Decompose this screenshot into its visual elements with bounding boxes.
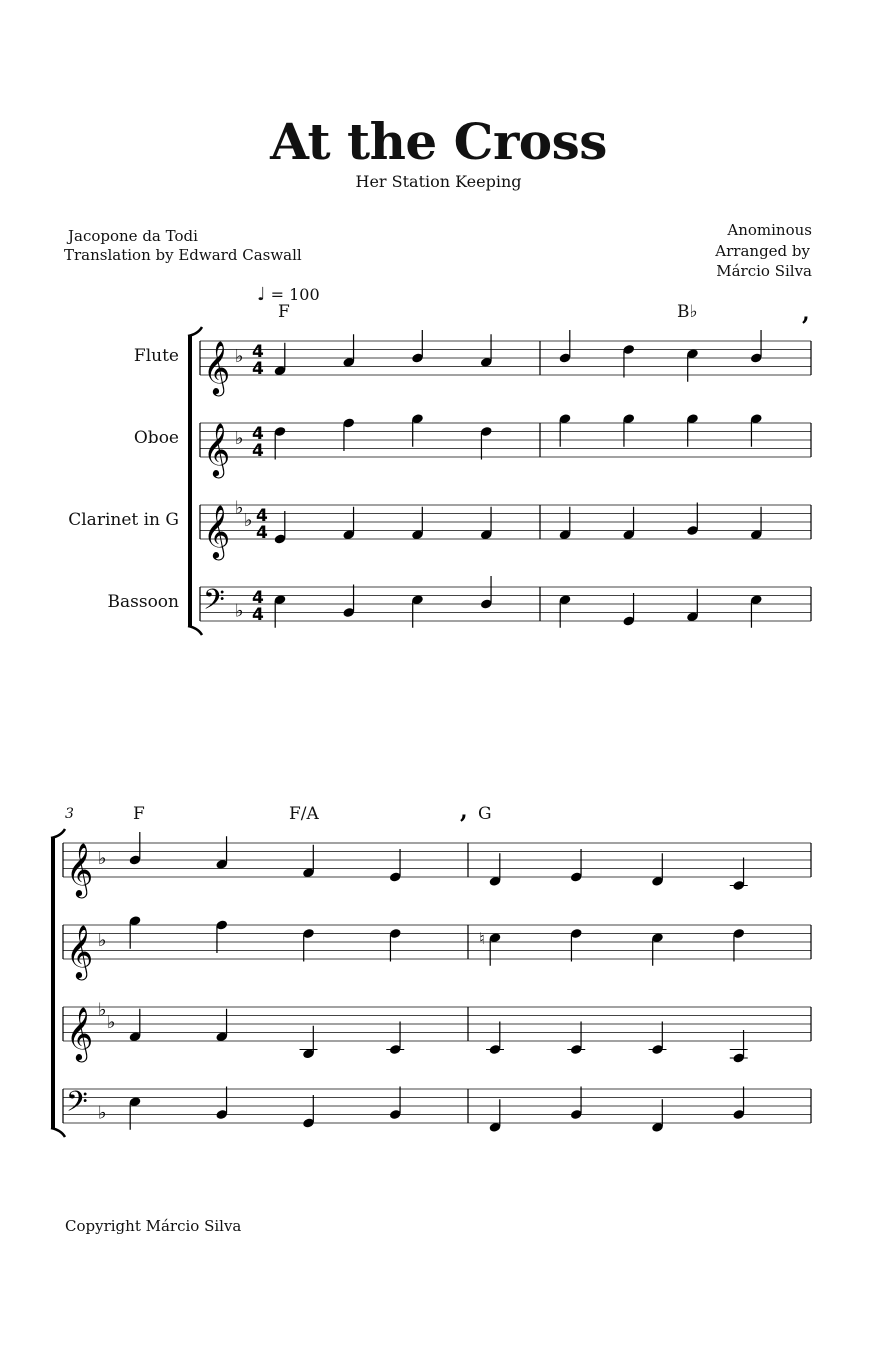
bracket-top-hook	[51, 829, 65, 838]
treble-clef-icon: 𝄞	[66, 842, 94, 896]
score-notation	[51, 300, 811, 1137]
time-signature-top: 4	[252, 342, 264, 362]
chord-symbol: F	[278, 302, 290, 322]
key-flat-icon: ♭	[98, 848, 107, 869]
key-flat-icon: ♭	[98, 930, 107, 951]
key-flat-icon: ♭	[98, 999, 107, 1021]
poet-name: Jacopone da Todi	[68, 227, 198, 245]
bracket-bottom-hook	[51, 1128, 65, 1137]
treble-clef-icon: 𝄞	[203, 504, 231, 558]
bracket-top-hook	[188, 327, 202, 336]
treble-clef-icon: 𝄞	[66, 1006, 94, 1060]
time-signature-top: 4	[252, 588, 264, 608]
time-signature-bottom: 4	[252, 441, 264, 461]
instrument-label-clarinet: Clarinet in G	[68, 510, 179, 530]
time-signature-bottom: 4	[252, 359, 264, 379]
treble-clef-icon: 𝄞	[203, 422, 231, 476]
chord-symbol: G	[478, 804, 492, 824]
key-flat-icon: ♭	[98, 1102, 107, 1124]
tempo-value: = 100	[270, 285, 320, 304]
chord-symbol: F/A	[289, 804, 319, 824]
time-signature-bottom: 4	[252, 605, 264, 625]
instrument-label-oboe: Oboe	[133, 428, 179, 448]
time-signature-top: 4	[252, 424, 264, 444]
measure-number: 3	[65, 806, 74, 822]
instrument-label-bassoon: Bassoon	[107, 592, 179, 612]
key-flat-icon: ♭	[107, 1012, 116, 1033]
bass-clef-icon: 𝄢	[66, 1085, 88, 1126]
instrument-label-flute: Flute	[133, 346, 179, 366]
quarter-note-icon: ♩	[257, 284, 266, 305]
copyright-notice: Copyright Márcio Silva	[65, 1217, 242, 1235]
translator-credit: Translation by Edward Caswall	[64, 246, 302, 264]
treble-clef-icon: 𝄞	[203, 340, 231, 394]
key-flat-icon: ♭	[244, 510, 253, 531]
page-title: At the Cross	[270, 112, 607, 171]
page-subtitle: Her Station Keeping	[355, 172, 522, 191]
bracket-bottom-hook	[188, 626, 202, 635]
natural-accidental-icon: ♮	[479, 928, 485, 948]
time-signature-top: 4	[256, 506, 268, 526]
chord-symbol: F	[133, 804, 145, 824]
time-signature-bottom: 4	[256, 523, 268, 543]
key-flat-icon: ♭	[235, 346, 244, 367]
composer-name: Anominous	[727, 221, 812, 239]
key-flat-icon: ♭	[235, 600, 244, 622]
breath-mark-icon: ,	[460, 798, 468, 824]
chord-symbol: B♭	[677, 302, 698, 322]
key-flat-icon: ♭	[235, 428, 244, 449]
breath-mark-icon: ,	[802, 300, 810, 326]
arranger-name: Márcio Silva	[716, 262, 812, 280]
arranger-label: Arranged by	[715, 242, 810, 260]
bass-clef-icon: 𝄢	[203, 583, 225, 624]
key-flat-icon: ♭	[235, 497, 244, 519]
treble-clef-icon: 𝄞	[66, 924, 94, 978]
